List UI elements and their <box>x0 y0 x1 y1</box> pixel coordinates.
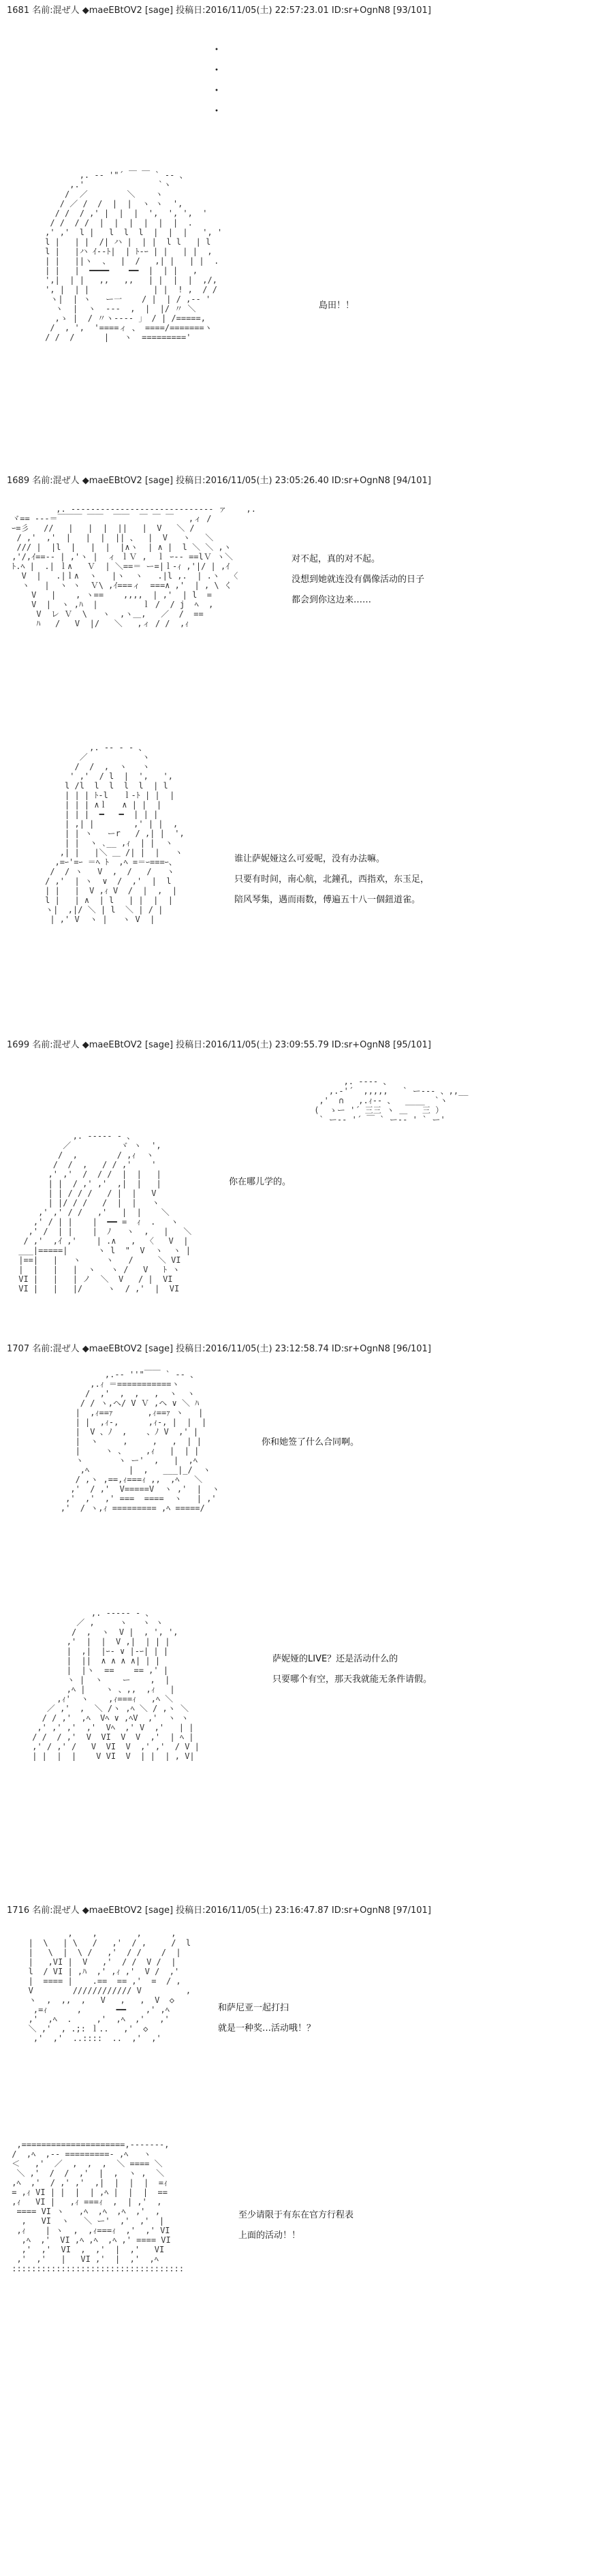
dialogue-line: 萨妮娅的LIVE？还是活动什么的 <box>272 1654 398 1664</box>
ascii-art-figure: ,=====================,-‐‐‐‐‐‐, / ,ﾍ ,-‐ =========- ,ﾍ ヽ ＜ ,' ／ , , , ＼ ==== ＼ ＼ ,' / / ,' | , ヽ , ＼ ,ﾍ ,' / ,' ,' ,| | | | =ｨ = ,ｨ VI | | | | ,ﾍ | | | == ,ｨ VI | ,ｨ ===ｨ , | ,' , ==== VI ヽ ,ﾍ ,ﾍ ,ﾍ ,' , , VI ヽ ＼ ー' ,' ,' | ,ｨ | ヽ , ,ｨ===ｨ ,' ,' VI ,ﾍ ,' VI ,ﾍ ,ﾍ ,ﾍ ,' ==== VI ,' ,' VI , ,' | ,' VI ,' ,' | VI ,' | ,' ,ﾍ ::::::::::::::::::::::::::::::::::: <box>12 2140 185 2273</box>
dialogue-line: 对不起，真的对不起。 <box>292 554 381 564</box>
speech-text <box>234 849 429 910</box>
dialogue-line: 島田！！ <box>319 301 355 311</box>
ascii-art-figure: ,. -‐‐‐‐ - 、 ／ , ヽ ヽ ヽ / , ヽ V | , ', ', ,' | | V ,| | | | | ,| |ｰ- ∨ |-ｰ| | | | || ∧ ∧ ∧ ∧| | | | |ヽ == == ,' | ヽ | ヽ ー , | ,ﾍ | ヽ 、,, ,ｨ | ,ｨ' ヽ ,ｨ===ｨ ,ﾍ ＼ ／ ,' , ＼ /ヽ ,ﾍ ＼ / ,ヽ ＼ / / ,' ,ﾍ Vﾍ ∨ ,ﾍV ,' ヽ ヽ ,' ,' ,' ,' Vﾍ ,' V ,' | | / / / ,' V VI V V ,' | ﾍ | ,' / ,' / V VI V ,' ,' / V | | | | | V VI V | | | , V| <box>32 1608 200 1761</box>
dialogue-line: 只要有时间，南心航，北鐘孔，西指欢，东玉足， <box>234 874 430 885</box>
dialogue-line: 没想到她就连没有偶像活动的日子 <box>292 574 425 585</box>
dialogue-line: 就是一种奖…活动哦！？ <box>218 2023 316 2034</box>
dialogue-line: 你和她签了什么合同啊。 <box>262 1437 360 1447</box>
speech-text <box>218 1998 315 2039</box>
dialogue-line: 只要哪个有空，那天我就能无条件请假。 <box>272 1674 433 1685</box>
ascii-art-figure: ,. -‐ '"´ ￣ ￣ ` ‐- 、 ,.' `ヽ / ／ ＼ ヽ / ／ / / | | ヽ ヽ ', / / / ,' | | | ', ', ', ' / / / / | | | | | | . ,' ,' l | l l l | | | ', ' l | | | /| ハ | | | l l | l l | |ハ ｲ--ﾄ| | ﾄ-ｰ | | | | , | | ||ヽ 、 | / ,| | | | . | | | ━━━━ ━━ | | | , ',| | | ,, ,, | | | | ,/, ', | | | | | ! , / / ヽ| | ヽ ー一 / | | / ,-‐ ' ヽ | ヽ --- , | |/ 〃 ＼ ,ゝ | / 〃ヽ‐--‐ 」 / | /=====, / , ', '====ィ 、 ====/=======ヽ / / / | ヽ =========' <box>45 170 223 342</box>
ascii-art-figure: ,. -‐ ‐ - 、 ／ ヽ / / , ヽ ヽ ' ,' / l | ', ', l /l l l l l | l | | | ﾄ-l ｌ-ﾄ | | | | | | ∧ｌ ∧ | | | | | | ━ ━ | | | | ,| | ,' | | , | | ヽ ーr / ,| | ', | | ヽ ､__ ,ｨ | | ヽ ,| | |＼ ＿ /| | | ヽ ,=ｰ'=ｰ ＝ﾍ ﾄ ,ﾍ =＝ｰ===ｰ、 / / ヽ V , / / ヽ / ,' | ヽ ∨ / ,' | l | | | V ,ｨ V / | , | l | | ∧ | l | | | | ヽ| ,|/ ＼ | l ＼ | / | | ,' V ヽ | ヽ V | <box>45 743 185 924</box>
post-header: 1716 名前:混ぜ人 ◆maeEBtOV2 [sage] 投稿日:2016/11/05(土) 23:16:47.87 ID:sr+OgnN8 [97/101] <box>7 1905 431 1916</box>
dialogue-line: 和萨尼亚一起打扫 <box>218 2003 289 2013</box>
post-header: 1681 名前:混ぜ人 ◆maeEBtOV2 [sage] 投稿日:2016/11/05(土) 22:57:23.01 ID:sr+OgnN8 [93/101] <box>7 5 431 16</box>
dialogue-line: 上面的活动！！ <box>238 2230 301 2241</box>
post-header: 1699 名前:混ぜ人 ◆maeEBtOV2 [sage] 投稿日:2016/11/05(土) 23:09:55.79 ID:sr+OgnN8 [95/101] <box>7 1040 431 1050</box>
dialogue-line: 至少请限于有东在官方行程表 <box>238 2210 354 2220</box>
ascii-art-figure: ,.-‐ ''"￣￣ ` ‐- 、 ,.ｨ ＝===========ヽ / ,' , , , ヽ ヽ / / ヽ,ヘ/ V Ｖ ,ヘ ∨ ＼ ﾊ | ,ｨ==ｧ ,ｨ==ｧ ヽ | | | ,ｨ-, ,ｨ-, | | | | V 、ﾉ , 、ﾉ V ,' | | ヽ , , , | | | ヽ 、 ,ｨ | | | ヽ ヽ ー' , | ,ﾍ ,ﾍ | , ___|_/ ヽ / ,ヽ ,==,ｨ===ｨ ,, ,ﾍ ＼ ,' / ,' V=====V ヽ ,' | ヽ ,' ,' ,' === ==== ヽ | ,' ,' / ヽ,ｨ ========= ,ﾍ =====/ <box>60 1370 220 1513</box>
ascii-art-object: ,. ---- 、 ,.-'´ ,,,,, ` ー--- 、,,__ ,' ∩ ,.ｨ-- 、 ____ `ヽ ( ゝー '´ 三三 ヽ ＿ 三 ） ` ー-- '´ ￣ ` ー-- ' ` ー' <box>314 1077 469 1124</box>
ascii-art-figure: ,. ---‐‐‐‐‐‐-------‐‐‐‐‐---‐‐‐-- ァ ,. ヾ== ---＝￣￣￣ ￣￣ ￣￣ ￣ ￣ ￣ ,ィ / ｰ=彡 // | | | || | V ＼ / / ,' ,' | | | || 、 | V ヽ ＼ /// | |l | | | |∧ヽ | ∧ | l ＼ ＼ ,ヽ ,'/,ｲ==-‐ | ,'ヽ | ィ ｌＶ , ｌ ｰ-- ==lＶ ヽ＼ ﾄ.ﾍ | .| ｌ∧ Ｖ | ＼==＝ ー=|ｌ-ｨ ,'|/ | ,ｲ V | .|ｌ∧ ヽ |ヽ ヽ .|l ,. | .ヽ 〈 ヽ | ヽ ヽ Ｖ\ ,ｲ===ィ ===∧ ,' | , \ く V | , ヽ== ,,,, | ,' | l = V | ヽ ,ﾊ | ｌ / / j ﾍ , V レ Ｖ \ ヽ ,ヽ＿, ／ / == ﾊ / V |/ ＼ ,ィ / / ,ｨ <box>12 504 257 628</box>
dialogue-line: 谁让萨妮娅这么可爱呢，没有办法嘛。 <box>234 854 386 864</box>
speech-text <box>229 1172 291 1193</box>
post-header: 1707 名前:混ぜ人 ◆maeEBtOV2 [sage] 投稿日:2016/11/05(土) 23:12:58.74 ID:sr+OgnN8 [96/101] <box>7 1344 431 1354</box>
dialogue-line: 陪风琴集，遇而雨数，傅遍五十八一個鈕道雀。 <box>234 895 421 905</box>
speech-text <box>292 549 424 611</box>
speech-text <box>272 1649 432 1690</box>
speech-text <box>238 2205 353 2246</box>
dialogue-line: 你在哪儿学的。 <box>229 1177 292 1187</box>
ellipsis-dots: ・ ・ ・ ・ <box>211 43 223 117</box>
dialogue-line: 都会到你这边来…… <box>292 595 372 605</box>
ascii-art-figure: , , , , | \ | \ / ,' / , / l | \ | \ / ,' / / / | | ,VI | V ,' / / V / | l / VI | ,ﾊ ,' ,ｨ ,' V / ,' | ==== | .== == ,' = / , V //////////// V , ヽ , ,, , V , , V ◇ ,=ｨ , ━━ ,' ,ﾍ ,' ,ﾍ . ,' ,ﾍ ,' ,' ＼ ,' , .;: ｌ.. ,' ◇ ,' ,' ..:::: .. ,' ,' <box>28 1929 191 2043</box>
post-header: 1689 名前:混ぜ人 ◆maeEBtOV2 [sage] 投稿日:2016/11/05(土) 23:05:26.40 ID:sr+OgnN8 [94/101] <box>7 476 431 486</box>
speech-text <box>319 296 354 316</box>
ascii-art-figure: ,. -‐‐‐‐ - 、 ／ ヾ ヽ ', / , / ,ｨ ヽ / / , / / ,' ' ,' ,' / / / | | | | | / ,' ,' ,| | | | | / / / / | | V | |/ / / / | | ヽ ,' ,' / / ,' | | ＼ ,' / | | | ━━ = ｨ . ヽ ,' / | | | ﾉ ヽ , | ＼ / ,' ,ｲ ,' | .∧ , 〈 V | ___|=====| ヽ l " V ヽ ヽ | |==| | ヽ ヽ / ＼ VI | | | | ヽ ヽ / V ﾄ ヽ VI | | | ノ ＼ V / | VI VI | | |/ ヽ / ,' | VI <box>18 1131 192 1293</box>
speech-text <box>262 1432 359 1453</box>
